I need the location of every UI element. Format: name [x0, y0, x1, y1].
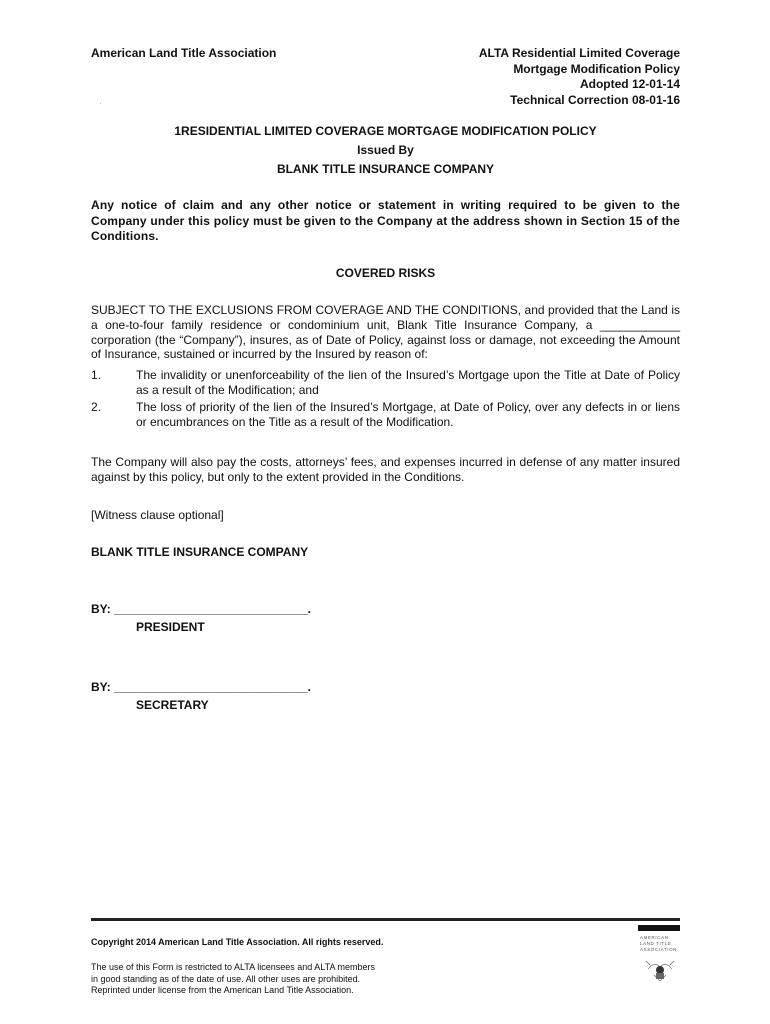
covered-risks-heading: COVERED RISKS	[335, 266, 436, 280]
footer-usage-line-1: The use of this Form is restricted to ALTA licensees and ALTA members	[91, 962, 375, 972]
costs-paragraph: The Company will also pay the costs, attorneys’ fees, and expenses incurred in defense of any matter insured against by this policy, but only to the extent provided in the Conditions.	[91, 455, 680, 484]
list-item-text: The invalidity or unenforceability of the lien of the Insured’s Mortgage upon the Title at Date of Policy as a result of the Modification; and	[136, 368, 680, 397]
policy-title: 1RESIDENTIAL LIMITED COVERAGE MORTGAGE MODIFICATION POLICY	[174, 124, 597, 138]
signature-line-secretary: BY: _____________________________.	[91, 680, 311, 694]
footer-divider	[91, 918, 680, 921]
witness-clause: [Witness clause optional]	[91, 508, 224, 522]
stray-mark	[100, 103, 101, 104]
alta-logo	[638, 925, 684, 985]
signature-line-president: BY: _____________________________.	[91, 602, 311, 616]
svg-text:LAND TITLE: LAND TITLE	[640, 941, 672, 946]
form-title-line-2: Mortgage Modification Policy	[513, 61, 680, 76]
list-item-text: The loss of priority of the lien of the Insured’s Mortgage, at Date of Policy, over any defects in or liens or encumbrances on the Title as a result of the Modification.	[136, 400, 680, 429]
notice-paragraph: Any notice of claim and any other notice or statement in writing required to be given to the Company under this policy must be given to the Company at the address shown in Section 15 of the Conditions.	[91, 198, 680, 243]
footer-usage-notice	[91, 962, 431, 997]
issued-by: Issued By	[357, 143, 414, 157]
technical-correction-date: Technical Correction 08-01-16	[510, 92, 680, 107]
list-item-number: 1.	[91, 368, 102, 382]
footer-usage-line-3: Reprinted under license from the American Land Title Association.	[91, 985, 354, 995]
header-org: American Land Title Association	[91, 46, 277, 60]
adopted-date: Adopted 12-01-14	[579, 77, 680, 91]
footer-usage-line-2: in good standing as of the date of use. All other uses are prohibited.	[91, 973, 361, 984]
header-form-info	[479, 46, 680, 108]
signature-company: BLANK TITLE INSURANCE COMPANY	[91, 545, 309, 559]
signature-title-president: PRESIDENT	[136, 620, 205, 634]
covered-risks-intro: SUBJECT TO THE EXCLUSIONS FROM COVERAGE AND THE CONDITIONS, and provided that the Land is a one-to-four family residence or condominium unit, Blank Title Insurance Company, a ____________ corporation (the “Company”), insures, as of Date of Policy, against loss or damage, not exceeding the Amount of Insurance, sustained or incurred by the Insured by reason of:	[91, 303, 680, 362]
svg-text:AMERICAN: AMERICAN	[640, 935, 669, 940]
svg-text:ASSOCIATION: ASSOCIATION	[640, 947, 678, 952]
issuing-company: BLANK TITLE INSURANCE COMPANY	[276, 162, 495, 176]
signature-title-secretary: SECRETARY	[136, 698, 209, 712]
form-title-line-1: ALTA Residential Limited Coverage	[478, 46, 680, 60]
list-item-number: 2.	[91, 400, 102, 414]
eagle-seal-icon	[638, 925, 684, 985]
footer-copyright: Copyright 2014 American Land Title Association. All rights reserved.	[91, 937, 384, 947]
